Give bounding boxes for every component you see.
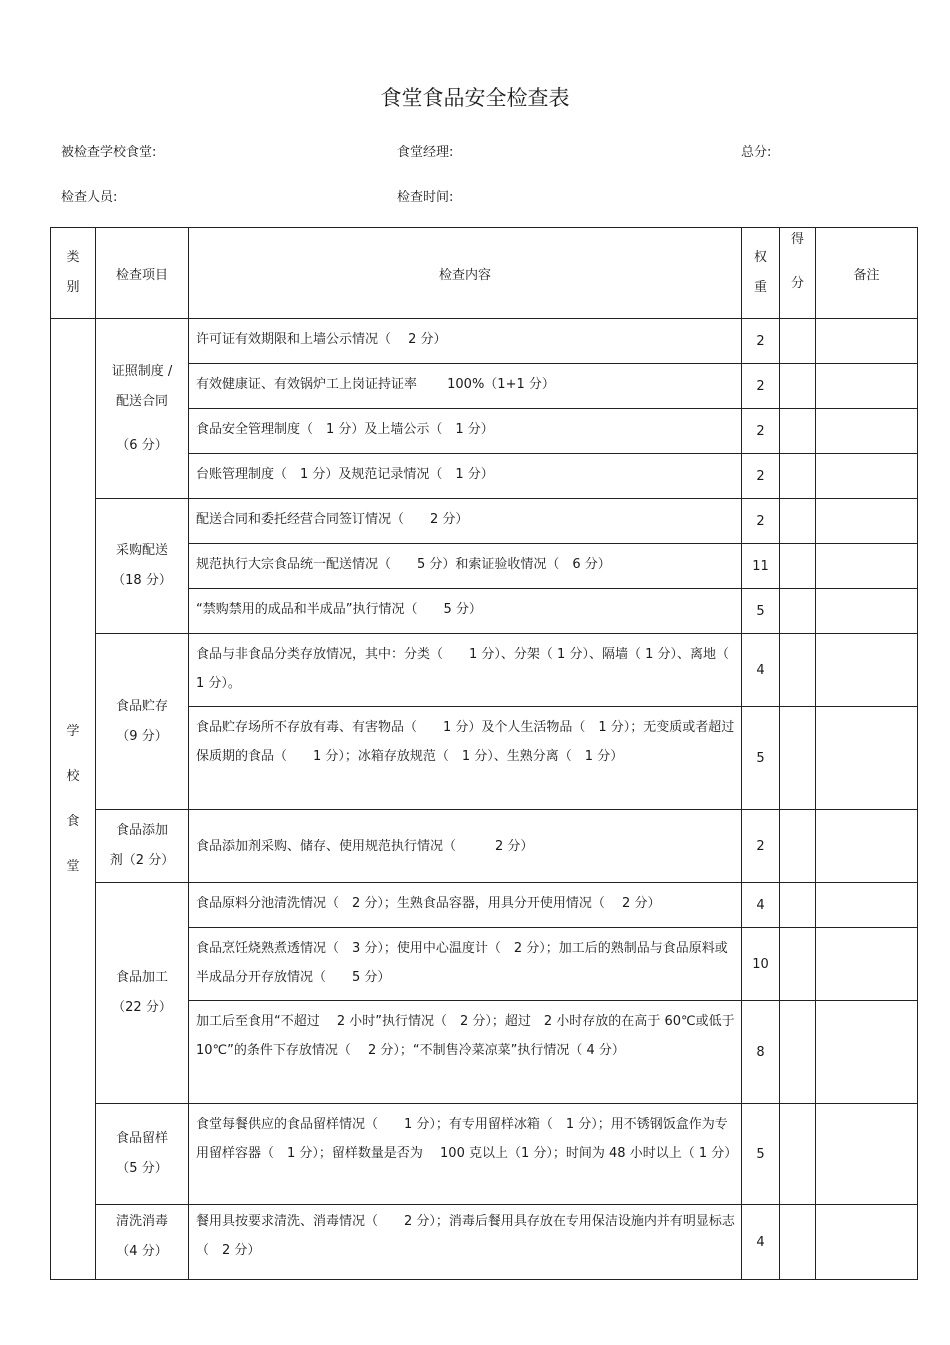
header-item: 检查项目	[96, 228, 189, 319]
row-content: 食品烹饪烧熟煮透情况（ 3 分）；使用中心温度计（ 2 分）；加工后的熟制品与食品原料或半成品分开存放情况（ 5 分）	[189, 928, 742, 1001]
table-header-row	[51, 228, 918, 319]
row-content: 食品安全管理制度（ 1 分）及上墙公示（ 1 分）	[189, 409, 742, 454]
header-remark: 备注	[816, 228, 918, 319]
row-content: 食品添加剂采购、储存、使用规范执行情况（ 2 分）	[189, 810, 742, 883]
score-cell[interactable]	[780, 499, 816, 544]
group-procurement: 采购配送 （18 分）	[96, 499, 189, 634]
remark-cell[interactable]	[816, 1104, 918, 1205]
row-weight: 10	[742, 928, 780, 1001]
row-content: 规范执行大宗食品统一配送情况（ 5 分）和索证验收情况（ 6 分）	[189, 544, 742, 589]
row-weight: 5	[742, 1104, 780, 1205]
row-content: 食品贮存场所不存放有毒、有害物品（ 1 分）及个人生活物品（ 1 分）；无变质或者超过保质期的食品（ 1 分）；冰箱存放规范（ 1 分）、生熟分离（ 1 分）	[189, 707, 742, 810]
row-weight: 5	[742, 589, 780, 634]
row-weight: 5	[742, 707, 780, 810]
remark-cell[interactable]	[816, 707, 918, 810]
manager-label: 食堂经理:	[397, 145, 454, 160]
table-row	[51, 810, 918, 883]
row-content: 许可证有效期限和上墙公示情况（ 2 分）	[189, 319, 742, 364]
score-cell[interactable]	[780, 589, 816, 634]
row-content: 食品原料分池清洗情况（ 2 分）；生熟食品容器，用具分开使用情况（ 2 分）	[189, 883, 742, 928]
total-score-label: 总分:	[741, 145, 772, 160]
group-storage: 食品贮存 （9 分）	[96, 634, 189, 810]
group-cleaning: 清洗消毒 （4 分）	[96, 1205, 189, 1280]
row-content: 台账管理制度（ 1 分）及规范记录情况（ 1 分）	[189, 454, 742, 499]
score-cell[interactable]	[780, 544, 816, 589]
row-content: 食堂每餐供应的食品留样情况（ 1 分）；有专用留样冰箱（ 1 分）；用不锈钢饭盒作为专用留样容器（ 1 分）；留样数量是否为 100 克以上（1 分）；时间为 48 小时以上（ 1 分）	[189, 1104, 742, 1205]
table-row	[51, 499, 918, 544]
row-weight: 2	[742, 499, 780, 544]
group-sample-retention: 食品留样 （5 分）	[96, 1104, 189, 1205]
remark-cell[interactable]	[816, 634, 918, 707]
table-row	[51, 1205, 918, 1280]
score-cell[interactable]	[780, 454, 816, 499]
score-cell[interactable]	[780, 1205, 816, 1280]
group-additives: 食品添加 剂（2 分）	[96, 810, 189, 883]
row-content: 餐用具按要求清洗、消毒情况（ 2 分）；消毒后餐用具存放在专用保洁设施内并有明显标志（ 2 分）	[189, 1205, 742, 1280]
header-score: 得 分	[780, 228, 816, 319]
remark-cell[interactable]	[816, 319, 918, 364]
remark-cell[interactable]	[816, 810, 918, 883]
remark-cell[interactable]	[816, 544, 918, 589]
category-school-canteen: 学 校 食 堂	[51, 319, 96, 1280]
remark-cell[interactable]	[816, 364, 918, 409]
row-content: 有效健康证、有效锅炉工上岗证持证率 100%（1+1 分）	[189, 364, 742, 409]
row-content: “禁购禁用的成品和半成品”执行情况（ 5 分）	[189, 589, 742, 634]
row-content: 配送合同和委托经营合同签订情况（ 2 分）	[189, 499, 742, 544]
row-content: 食品与非食品分类存放情况，其中：分类（ 1 分）、分架（ 1 分）、隔墙（ 1 分）、离地（ 1 分）。	[189, 634, 742, 707]
header-content: 检查内容	[189, 228, 742, 319]
row-weight: 2	[742, 409, 780, 454]
inspector-label: 检查人员:	[61, 190, 118, 205]
score-cell[interactable]	[780, 364, 816, 409]
remark-cell[interactable]	[816, 1001, 918, 1104]
row-weight: 4	[742, 634, 780, 707]
group-processing: 食品加工 （22 分）	[96, 883, 189, 1104]
remark-cell[interactable]	[816, 883, 918, 928]
score-cell[interactable]	[780, 1001, 816, 1104]
row-weight: 2	[742, 810, 780, 883]
remark-cell[interactable]	[816, 928, 918, 1001]
row-weight: 8	[742, 1001, 780, 1104]
inspection-time-label: 检查时间:	[397, 190, 454, 205]
remark-cell[interactable]	[816, 454, 918, 499]
row-weight: 4	[742, 883, 780, 928]
score-cell[interactable]	[780, 707, 816, 810]
table-row	[51, 883, 918, 928]
remark-cell[interactable]	[816, 499, 918, 544]
row-weight: 2	[742, 454, 780, 499]
score-cell[interactable]	[780, 928, 816, 1001]
score-cell[interactable]	[780, 883, 816, 928]
page-title: 食堂食品安全检查表	[380, 86, 570, 110]
row-weight: 4	[742, 1205, 780, 1280]
header-category: 类 别	[51, 228, 96, 319]
score-cell[interactable]	[780, 1104, 816, 1205]
score-cell[interactable]	[780, 810, 816, 883]
score-cell[interactable]	[780, 634, 816, 707]
row-weight: 2	[742, 364, 780, 409]
row-weight: 2	[742, 319, 780, 364]
school-label: 被检查学校食堂:	[61, 145, 157, 160]
remark-cell[interactable]	[816, 589, 918, 634]
remark-cell[interactable]	[816, 409, 918, 454]
score-cell[interactable]	[780, 409, 816, 454]
inspection-table	[50, 227, 918, 1280]
score-cell[interactable]	[780, 319, 816, 364]
row-weight: 11	[742, 544, 780, 589]
row-content: 加工后至食用“不超过 2 小时”执行情况（ 2 分）；超过 2 小时存放的在高于 60℃或低于 10℃”的条件下存放情况（ 2 分）；“不制售冷菜凉菜”执行情况（ 4 分）	[189, 1001, 742, 1104]
table-row	[51, 1104, 918, 1205]
group-license: 证照制度 / 配送合同 （6 分）	[96, 319, 189, 499]
header-weight: 权 重	[742, 228, 780, 319]
remark-cell[interactable]	[816, 1205, 918, 1280]
table-row	[51, 319, 918, 364]
table-row	[51, 634, 918, 707]
